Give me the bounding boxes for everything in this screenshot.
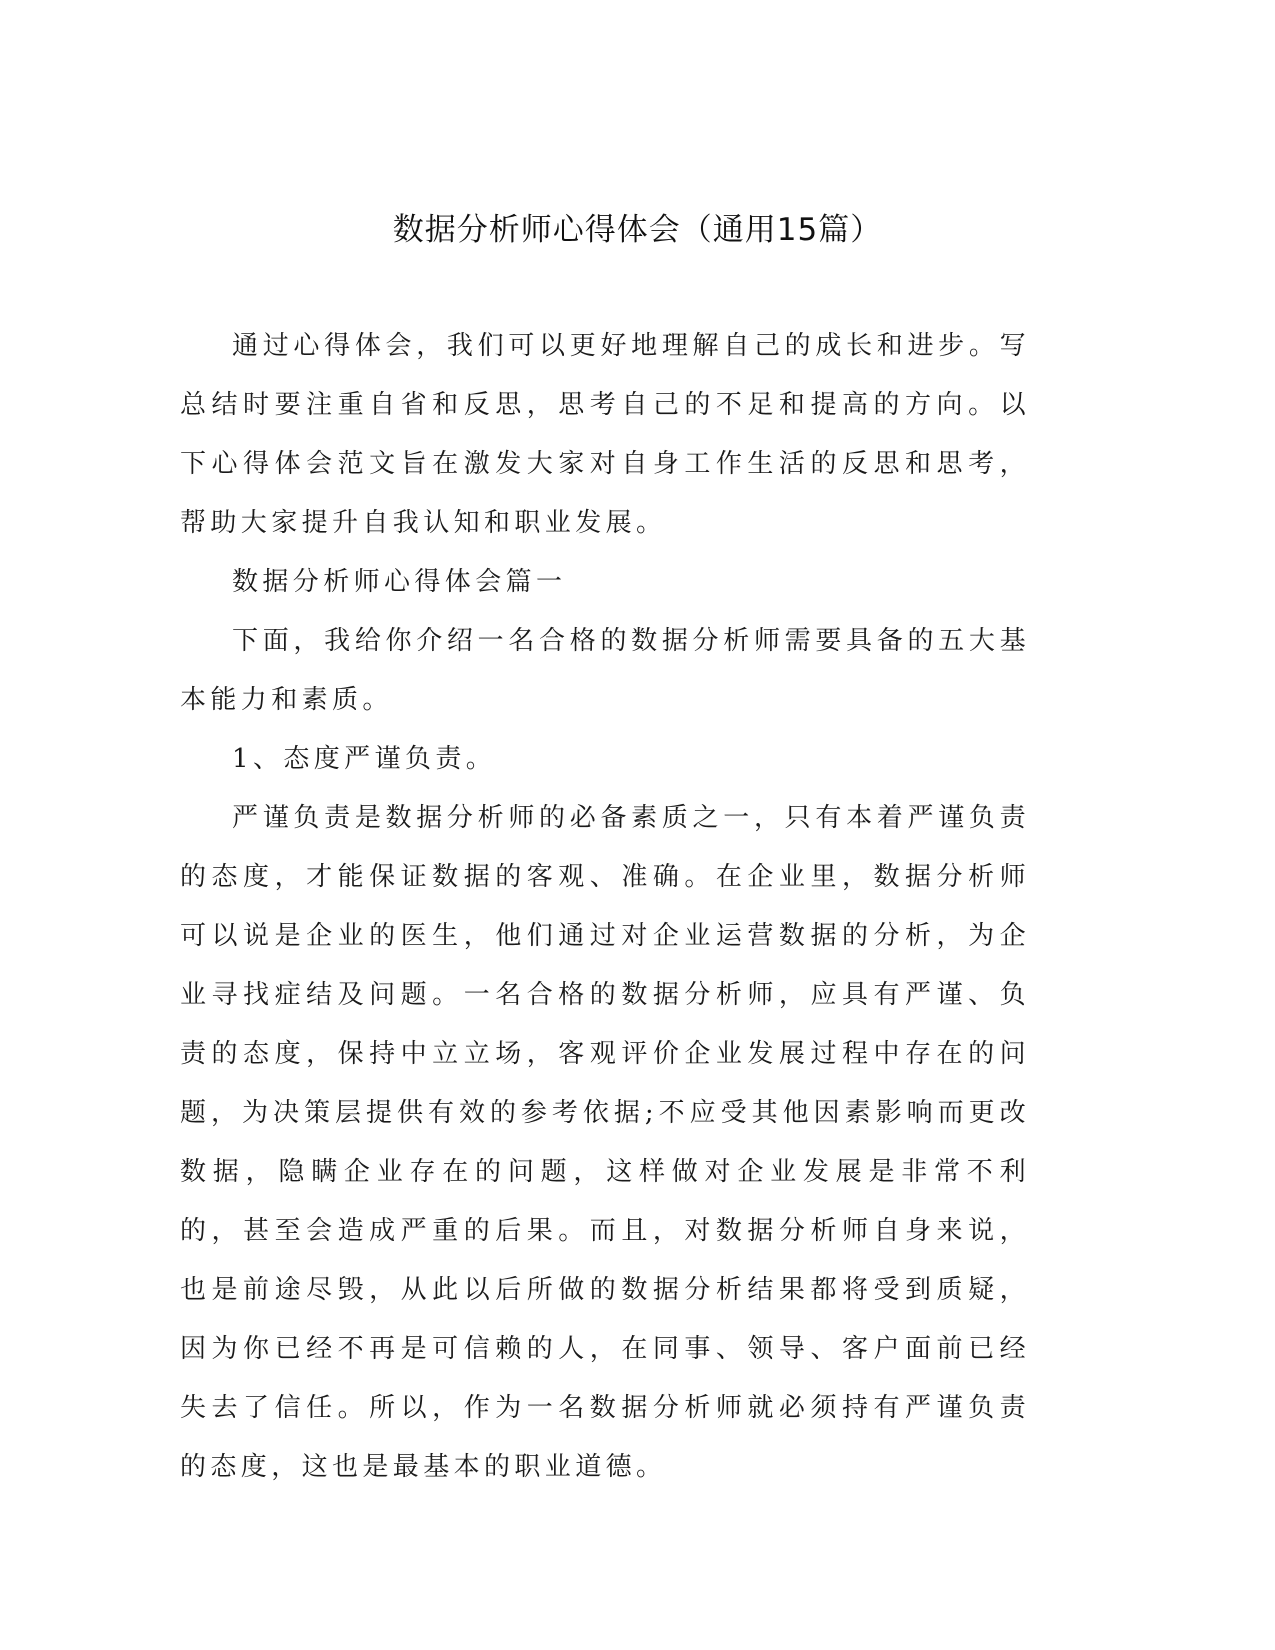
- paragraph: 严谨负责是数据分析师的必备素质之一，只有本着严谨负责的态度，才能保证数据的客观、准确。在企业里，数据分析师可以说是企业的医生，他们通过对企业运营数据的分析，为企业寻找症结及问题。一名合格的数据分析师，应具有严谨、负责的态度，保持中立立场，客观评价企业发展过程中存在的问题，为决策层提供有效的参考依据;不应受其他因素影响而更改数据，隐瞒企业存在的问题，这样做对企业发展是非常不利的，甚至会造成严重的后果。而且，对数据分析师自身来说，也是前途尽毁，从此以后所做的数据分析结果都将受到质疑，因为你已经不再是可信赖的人，在同事、领导、客户面前已经失去了信任。所以，作为一名数据分析师就必须持有严谨负责的态度，这也是最基本的职业道德。: [180, 803, 1030, 1482]
- list-item-heading: 1、态度严谨负责。: [232, 744, 497, 774]
- document-title: 数据分析师心得体会（通用15篇）: [392, 212, 883, 248]
- document-body: [180, 317, 1030, 1497]
- section-heading: 数据分析师心得体会篇一: [232, 567, 567, 597]
- paragraph: 下面，我给你介绍一名合格的数据分析师需要具备的五大基本能力和素质。: [180, 626, 1030, 715]
- intro-paragraph: 通过心得体会，我们可以更好地理解自己的成长和进步。写总结时要注重自省和反思，思考自己的不足和提高的方向。以下心得体会范文旨在激发大家对自身工作生活的反思和思考，帮助大家提升自我认知和职业发展。: [180, 331, 1030, 538]
